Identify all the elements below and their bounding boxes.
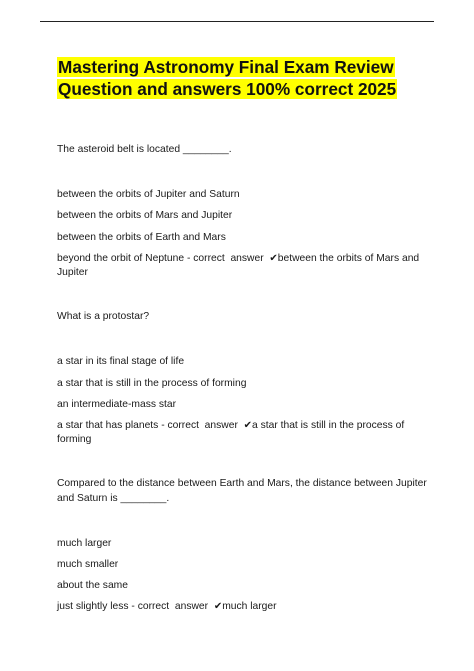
checkmark-icon: ✔ bbox=[243, 420, 252, 432]
question-block bbox=[57, 310, 427, 447]
answer-option-with-key bbox=[57, 419, 427, 447]
correct-answer-text: much larger bbox=[222, 601, 277, 613]
answer-option-text: just slightly less bbox=[57, 601, 129, 613]
answer-option: an intermediate-mass star bbox=[57, 398, 177, 410]
question-text: What is a protostar? bbox=[57, 311, 150, 323]
correct-answer-marker: - correct answer bbox=[161, 420, 244, 432]
answer-option: between the orbits of Jupiter and Saturn bbox=[57, 189, 240, 201]
answer-option: between the orbits of Earth and Mars bbox=[57, 231, 226, 243]
title-highlight: Mastering Astronomy Final Exam Review Question and answers 100% correct 2025 bbox=[58, 57, 397, 99]
question-block bbox=[57, 477, 427, 614]
answer-option: much smaller bbox=[57, 559, 119, 571]
answer-option: much larger bbox=[57, 537, 112, 549]
checkmark-icon: ✔ bbox=[213, 601, 223, 613]
answer-option: a star that is still in the process of forming bbox=[57, 377, 247, 389]
answer-option: about the same bbox=[57, 580, 128, 592]
checkmark-icon: ✔ bbox=[269, 252, 278, 264]
answer-option: between the orbits of Mars and Jupiter bbox=[57, 210, 233, 222]
header-rule bbox=[40, 21, 434, 22]
correct-answer-text: between the orbits of Mars and Jupiter bbox=[57, 252, 420, 279]
answer-option: a star in its final stage of life bbox=[57, 356, 185, 368]
question-block bbox=[57, 143, 427, 280]
document-title bbox=[57, 57, 427, 100]
correct-answer-text: a star that is still in the process of forming bbox=[57, 420, 405, 446]
answer-option-with-key bbox=[57, 600, 427, 614]
answer-option-with-key bbox=[57, 252, 427, 280]
answer-option-text: beyond the orbit of Neptune bbox=[57, 252, 185, 264]
question-text: The asteroid belt is located ________. bbox=[57, 144, 232, 155]
question-list bbox=[57, 143, 427, 645]
answer-option-text: a star that has planets bbox=[57, 420, 159, 432]
correct-answer-marker: - correct answer bbox=[131, 601, 214, 613]
question-text: Compared to the distance between Earth and Mars, the distance between Jupiter and Saturn is ________. bbox=[57, 478, 427, 504]
correct-answer-marker: - correct answer bbox=[186, 252, 270, 264]
